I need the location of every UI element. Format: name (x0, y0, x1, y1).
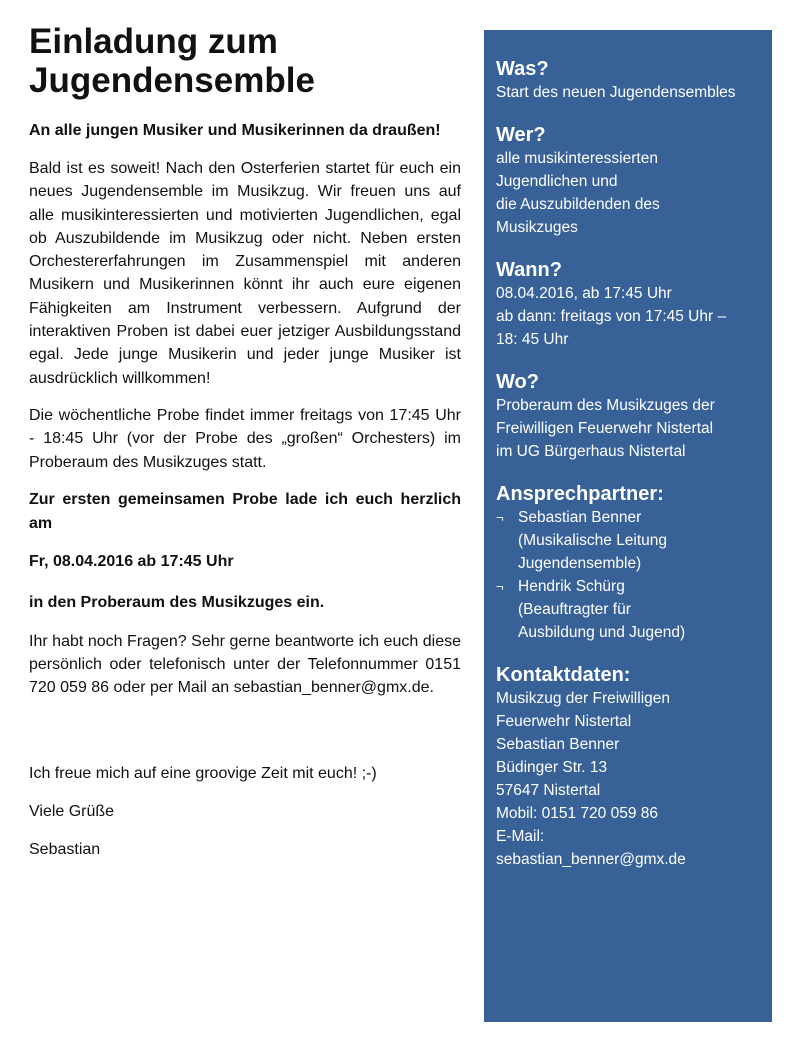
questions-paragraph: Ihr habt noch Fragen? Sehr gerne beantworte ich euch diese persönlich oder telefonisch unter der Telefonnummer 0151 720 059 86 oder per Mail an sebastian_benner@gmx.de. (29, 632, 461, 697)
wer-line: alle musikinteressierten (496, 150, 658, 167)
kontakt-line: Musikzug der Freiwilligen (496, 690, 671, 707)
kontakt-phone: Mobil: 0151 720 059 86 (496, 805, 659, 822)
contact-person-role: Jugendensemble) (518, 555, 642, 572)
info-sidebar (484, 30, 772, 1022)
section-wann (496, 258, 760, 351)
kontakt-line: Sebastian Benner (496, 736, 620, 753)
first-rehearsal-date: Fr, 08.04.2016 ab 17:45 Uhr (29, 552, 234, 570)
spacer (29, 714, 461, 762)
intro-heading: An alle jungen Musiker und Musikerinnen da draußen! (29, 122, 441, 139)
wo-line: Freiwilligen Feuerwehr Nistertal (496, 420, 714, 437)
rehearsal-place: in den Proberaum des Musikzuges ein. (29, 593, 325, 611)
kontakt-email: sebastian_benner@gmx.de (496, 851, 686, 868)
kontakt-line: 57647 Nistertal (496, 782, 601, 799)
contact-person (496, 575, 760, 644)
title-line-1: Einladung zum (29, 22, 278, 61)
signature-name: Sebastian (29, 840, 101, 858)
page-title (29, 22, 461, 100)
section-wo (496, 370, 760, 463)
wann-line: 18: 45 Uhr (496, 331, 569, 348)
wer-heading: Wer? (496, 124, 546, 146)
greeting: Viele Grüße (29, 802, 115, 820)
kontakt-heading: Kontaktdaten: (496, 664, 631, 686)
wo-line: Proberaum des Musikzuges der (496, 397, 715, 414)
wer-line: Musikzuges (496, 219, 578, 236)
wer-line: die Auszubildenden des (496, 196, 660, 213)
was-heading: Was? (496, 58, 549, 80)
contact-person-list (496, 506, 760, 644)
wann-heading: Wann? (496, 259, 562, 281)
bullet-icon: ¬ (496, 579, 504, 594)
kontakt-line: Feuerwehr Nistertal (496, 713, 632, 730)
contact-person-role: (Musikalische Leitung (518, 532, 668, 549)
was-text: Start des neuen Jugendensembles (496, 84, 736, 101)
closing-line: Ich freue mich auf eine groovige Zeit mit euch! ;-) (29, 764, 377, 782)
title-line-2: Jugendensemble (29, 61, 315, 100)
section-ansprechpartner (496, 482, 760, 644)
schedule-paragraph: Die wöchentliche Probe findet immer freitags von 17:45 Uhr - 18:45 Uhr (vor der Probe des „großen“ Orchesters) im Proberaum des Musikzuges statt. (29, 406, 461, 471)
ansprechpartner-heading: Ansprechpartner: (496, 483, 664, 505)
wo-line: im UG Bürgerhaus Nistertal (496, 443, 686, 460)
kontakt-line: E-Mail: (496, 828, 545, 845)
contact-person-name: Hendrik Schürg (518, 578, 625, 595)
contact-person-name: Sebastian Benner (518, 509, 642, 526)
section-kontaktdaten (496, 663, 760, 871)
wer-line: Jugendlichen und (496, 173, 618, 190)
contact-person-role: (Beauftragter für (518, 601, 631, 618)
section-wer (496, 123, 760, 239)
contact-person (496, 506, 760, 575)
invite-text: Zur ersten gemeinsamen Probe lade ich euch herzlich am (29, 490, 461, 532)
body-paragraph: Bald ist es soweit! Nach den Osterferien startet für euch ein neues Jugendensemble im Musikzug. Wir freuen uns auf alle musikinteressierten und motivierten Jugendlichen, egal ob Auszubildende im Musikzug oder nicht. Neben ersten Orchestererfahrungen im Zusammenspiel mit anderen Musikern und Musikerinnen könnt ihr auch eure eigenen Fähigkeiten am Instrument verbessern. Aufgrund der interaktiven Proben ist dabei euer jetziger Ausbildungsstand egal. Jede junge Musikerin und jeder junge Musiker ist ausdrücklich willkommen! (29, 160, 461, 387)
contact-person-role: Ausbildung und Jugend) (518, 624, 686, 641)
main-column (29, 22, 461, 876)
wann-line: 08.04.2016, ab 17:45 Uhr (496, 285, 672, 302)
bullet-icon: ¬ (496, 510, 504, 525)
kontakt-line: Büdinger Str. 13 (496, 759, 608, 776)
section-was (496, 57, 760, 104)
wo-heading: Wo? (496, 371, 539, 393)
wann-line: ab dann: freitags von 17:45 Uhr – (496, 308, 727, 325)
